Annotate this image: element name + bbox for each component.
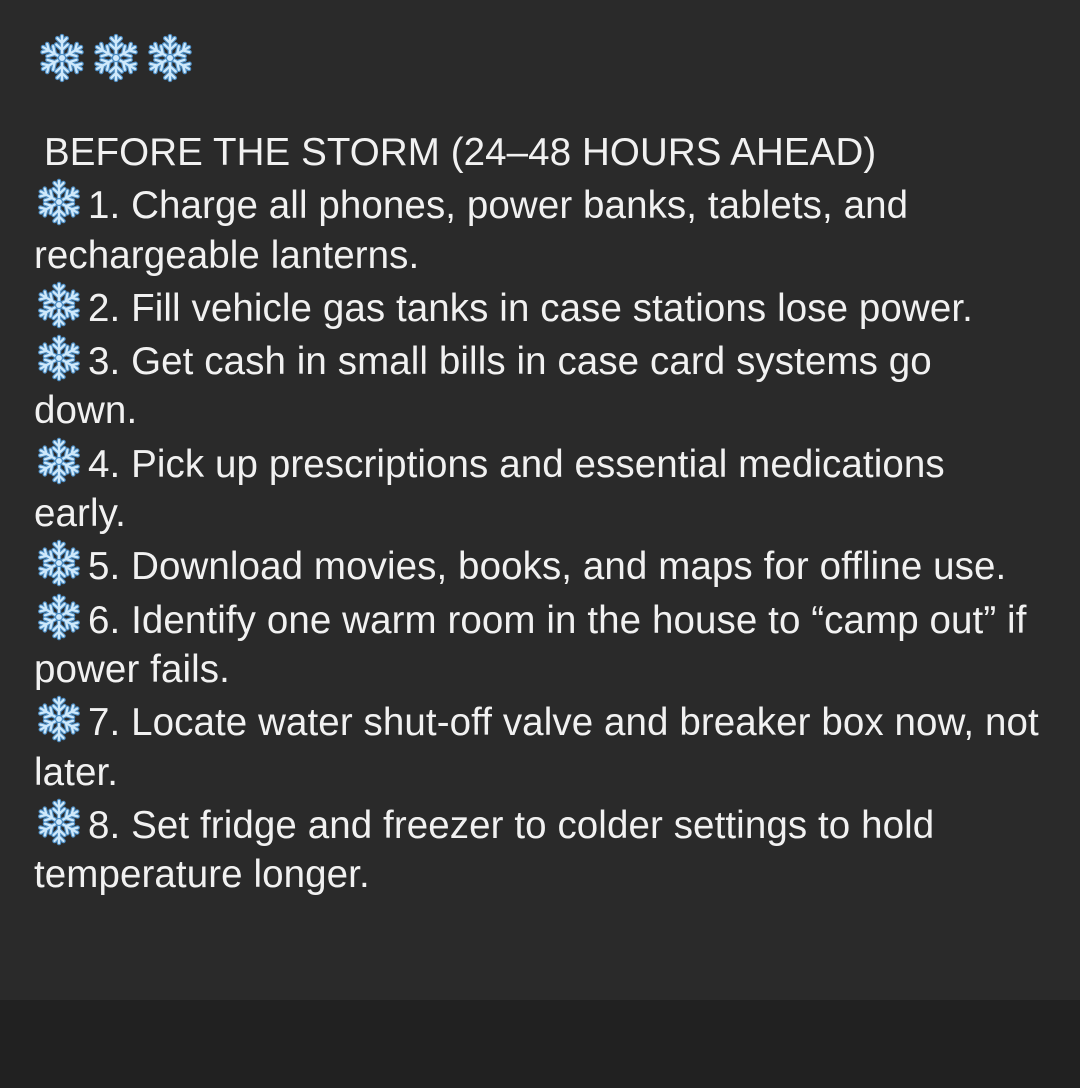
header-snowflakes [36, 32, 196, 84]
list-item [34, 538, 1044, 591]
snowflake-icon [90, 32, 142, 84]
list-item-text: 4. Pick up prescriptions and essential medications early. [34, 442, 945, 536]
snowflake-icon [34, 333, 84, 383]
list-item-text: 8. Set fridge and freezer to colder settings to hold temperature longer. [34, 803, 935, 897]
list-item-text: 2. Fill vehicle gas tanks in case stations lose power. [88, 286, 973, 330]
list-item [34, 177, 1044, 280]
snowflake-icon [36, 32, 88, 84]
snowflake-icon [34, 592, 84, 642]
list-item-text: 6. Identify one warm room in the house to “camp out” if power fails. [34, 598, 1027, 691]
list-item [34, 797, 1044, 900]
snowflake-icon [34, 177, 84, 227]
list-item-text: 3. Get cash in small bills in case card systems go down. [34, 340, 932, 433]
list-item [34, 333, 1044, 436]
snowflake-icon [144, 32, 196, 84]
bottom-margin [0, 1000, 1080, 1088]
post-body [34, 128, 1044, 899]
snowflake-icon [34, 694, 84, 744]
snowflake-icon [34, 280, 84, 330]
snowflake-icon [34, 797, 84, 847]
list-item [34, 436, 1044, 539]
snowflake-icon [34, 436, 84, 486]
list-item-text: 1. Charge all phones, power banks, tablets, and rechargeable lanterns. [34, 184, 909, 277]
list-item-text: 5. Download movies, books, and maps for offline use. [88, 545, 1007, 589]
list-item-text: 7. Locate water shut-off valve and breaker box now, not later. [34, 701, 1039, 794]
section-heading: BEFORE THE STORM (24–48 HOURS AHEAD) [44, 131, 877, 174]
list-item [34, 592, 1044, 695]
list-item [34, 694, 1044, 797]
list-item [34, 280, 1044, 333]
snowflake-icon [34, 538, 84, 588]
